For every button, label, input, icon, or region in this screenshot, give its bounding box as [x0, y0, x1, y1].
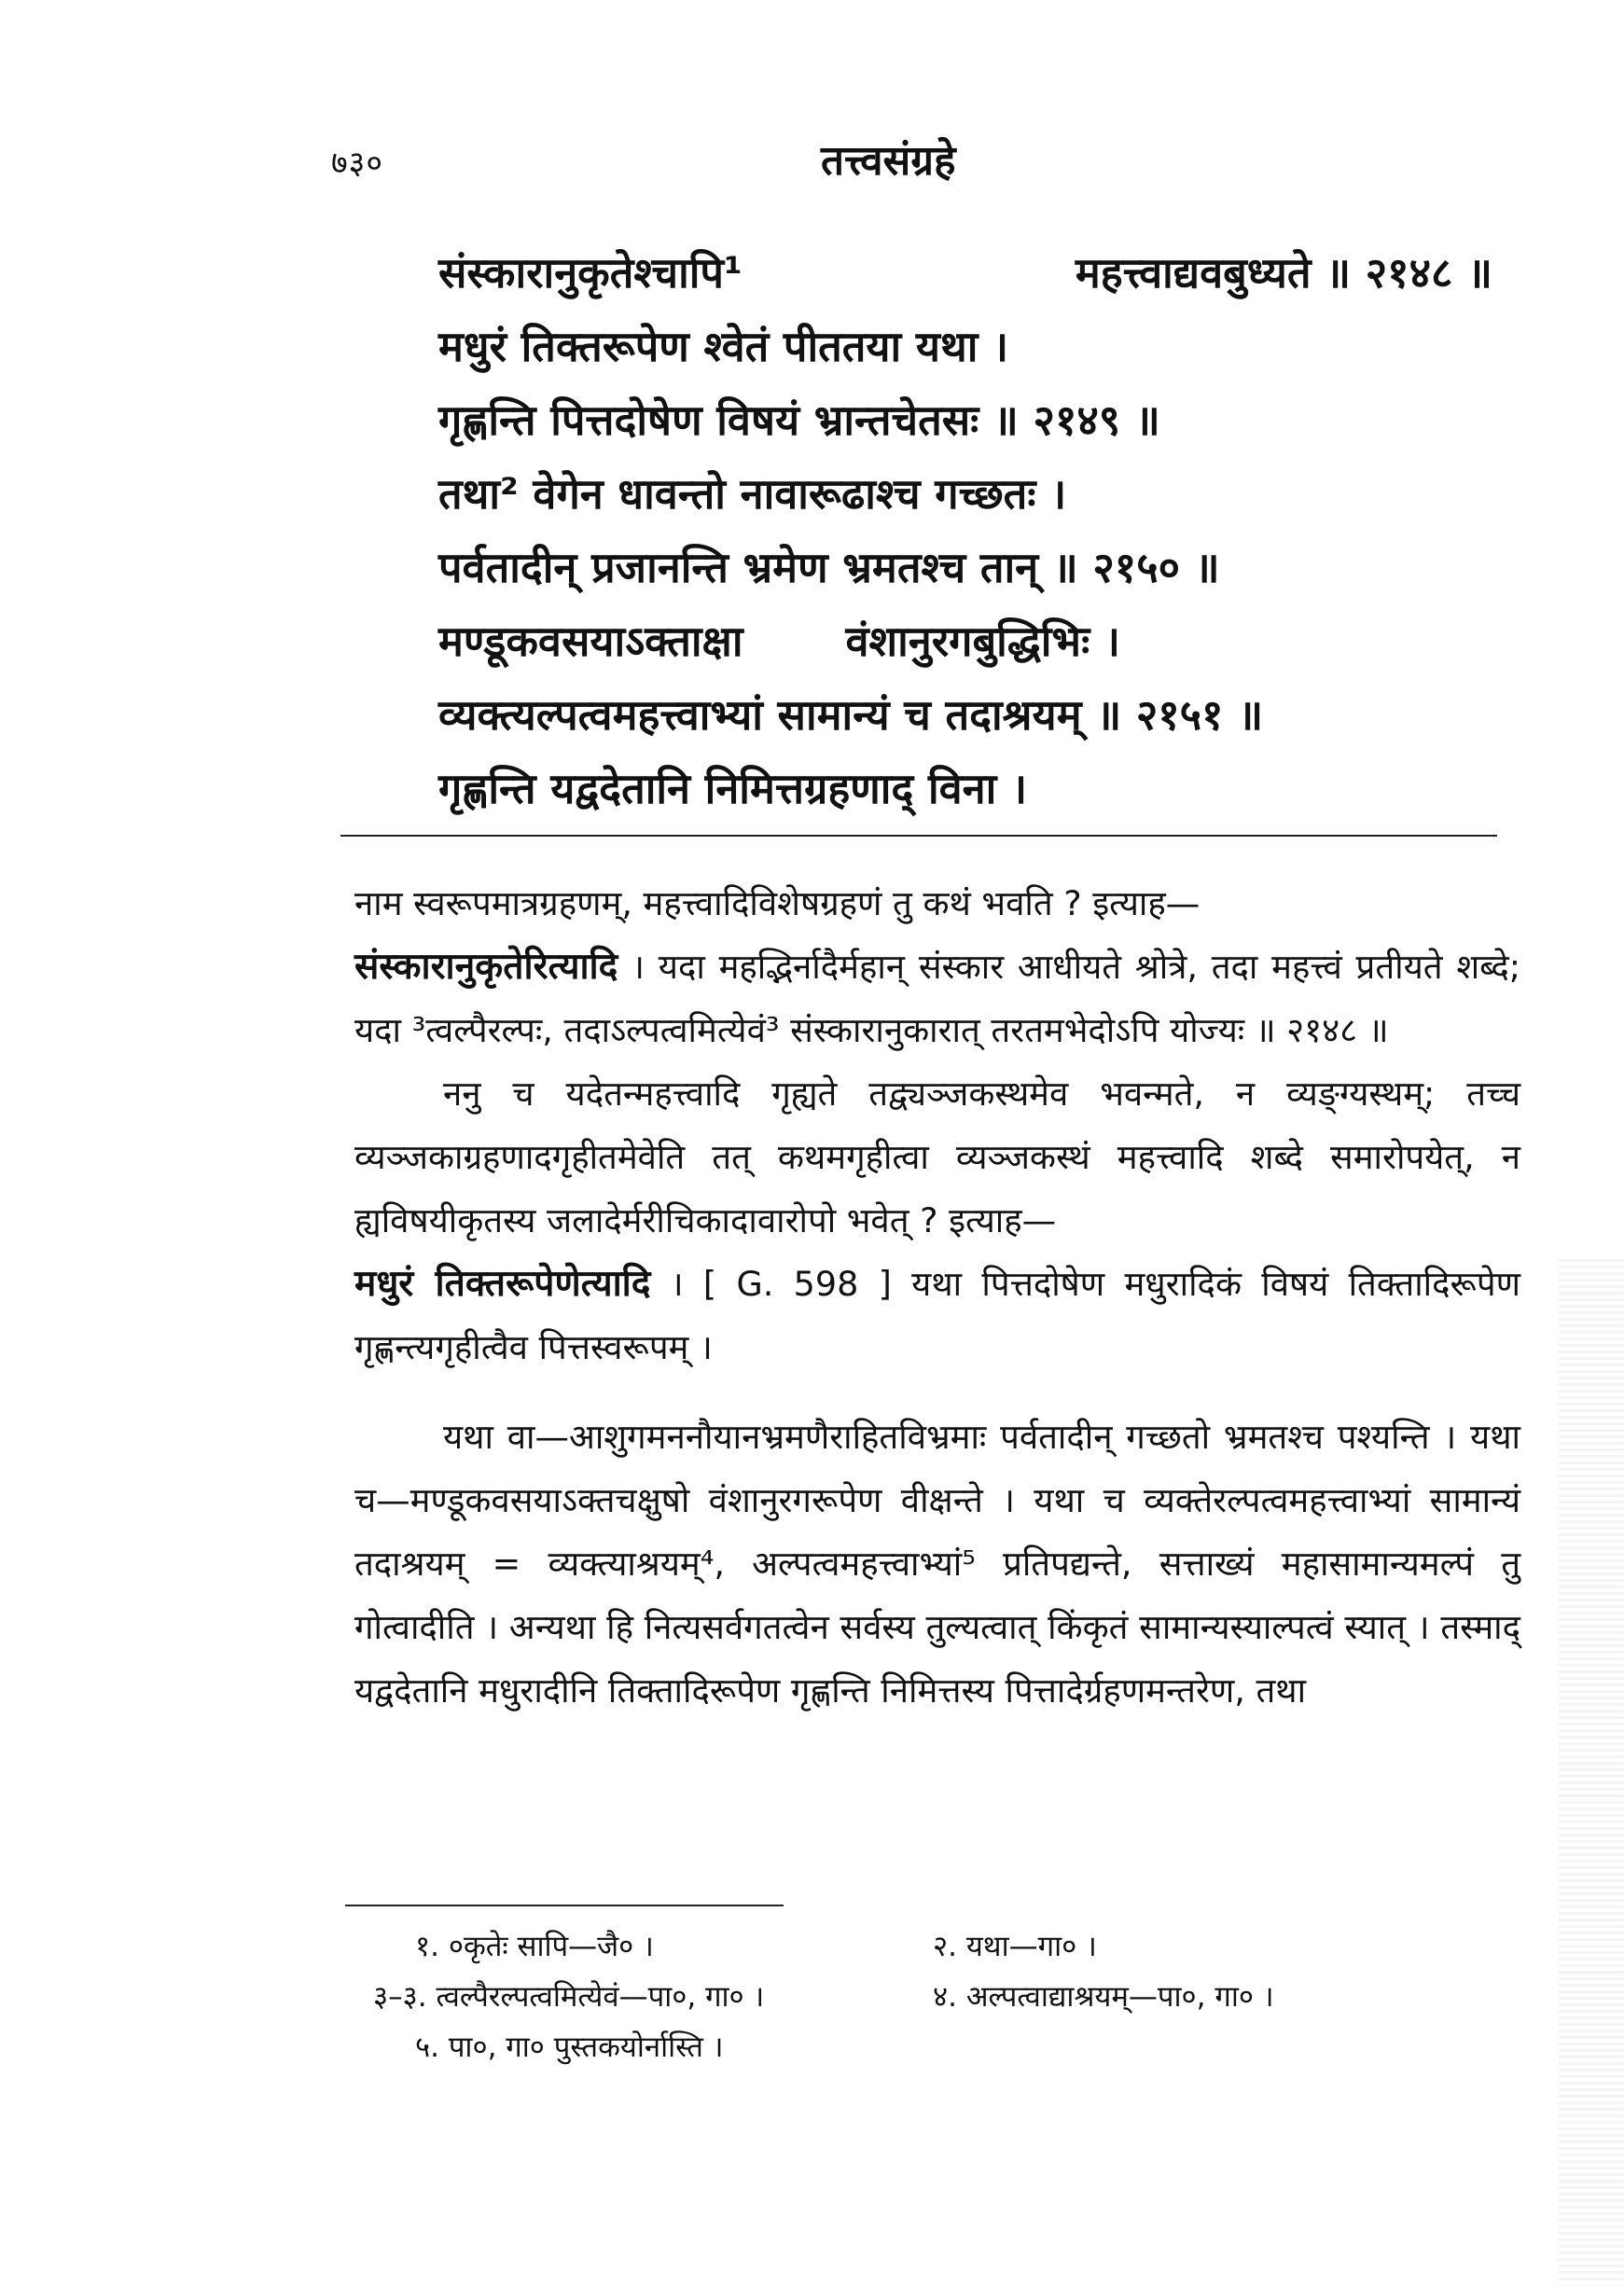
- verse-text: पर्वतादीन् प्रजानन्ति भ्रमेण भ्रमतश्च तान् ॥ २१५० ॥: [438, 543, 1220, 592]
- verse-text: महत्त्वाद्यवबुध्यते ॥ २१४८ ॥: [1075, 248, 1492, 298]
- page-edge-shadow: [1559, 1259, 1624, 2285]
- footnote: ४. अल्पत्वाद्याश्रयम्—पा०, गा० ।: [933, 1980, 1274, 2014]
- verse-line: [438, 603, 1492, 677]
- footnote-row: [373, 1972, 1492, 2022]
- footnote: २. यथा—गा० ।: [933, 1930, 1097, 1963]
- verse-line: [438, 751, 1492, 824]
- commentary-text: ननु च यदेतन्महत्त्वादि गृह्यते तद्व्यञ्जकस्थमेव भवन्मते, न व्यङ्ग्यस्थम्; तच्च व्यञ्जकाग्रहणादगृहीतमेवेति तत् कथमगृहीत्वा व्यञ्जकस्थं महत्त्वादि शब्दे समारोपयेत्, न ह्यविषयीकृतस्य जलादेर्मरीचिकादावारोपो भवेत् ? इत्याह—: [354, 1074, 1520, 1240]
- footnote-row: [373, 2022, 1492, 2072]
- verse-line: [438, 235, 1492, 309]
- commentary-text: यथा वा—आशुगमननौयानभ्रमणैराहितविभ्रमाः पर्वतादीन् गच्छतो भ्रमतश्च पश्यन्ति । यथा च—मण्डूकवसयाऽक्तचक्षुषो वंशानुरगरूपेण वीक्षन्ते । यथा च व्यक्तेरल्पत्वमहत्त्वाभ्यां सामान्यं तदाश्रयम् = व्यक्त्याश्रयम्⁴, अल्पत्वमहत्त्वाभ्यां⁵ प्रतिपद्यन्ते, सत्ताख्यं महासामान्यमल्पं तु गोत्वादीति । अन्यथा हि नित्यसर्वगतत्वेन सर्वस्य तुल्यत्वात् किंकृतं सामान्यस्याल्पत्वं स्यात् । तस्माद् यद्वदेतानि मधुरादीनि तिक्तादिरूपेण गृह्णन्ति निमित्तस्य पित्तादेर्ग्रहणमन्तरेण, तथा: [354, 1417, 1520, 1711]
- commentary-paragraph: [354, 872, 1520, 1062]
- page-number: ७३०: [331, 145, 384, 182]
- verse-line: [438, 456, 1492, 530]
- footnote: ५. पा०, गा० पुस्तकयोर्नास्ति ।: [415, 2030, 724, 2064]
- footnote: १. ०कृतेः सापि—जै० ।: [415, 1930, 654, 1963]
- footnote-row: [373, 1921, 1492, 1972]
- commentary-text: । [ G. 598 ] यथा पित्तदोषेण मधुरादिकं विषयं तिक्तादिरूपेण गृह्णन्त्यगृहीत्वैव पित्तस्वरूपम् ।: [354, 1264, 1520, 1367]
- verse-line: [438, 677, 1492, 751]
- commentary-paragraph: [354, 1406, 1520, 1723]
- pratika-heading: संस्कारानुकृतेरित्यादि: [354, 946, 618, 988]
- running-title: तत्त्वसंग्रहे: [821, 137, 956, 185]
- verse-line: [438, 382, 1492, 456]
- verse-text: मधुरं तिक्तरूपेण श्वेतं पीततया यथा ।: [438, 322, 1009, 371]
- verse-text: तथा² वेगेन धावन्तो नावारूढाश्च गच्छतः ।: [438, 469, 1067, 519]
- commentary-text: नाम स्वरूपमात्रग्रहणम्, महत्त्वादिविशेषग्रहणं तु कथं भवति ? इत्याह—: [354, 883, 1201, 923]
- verse-text: गृह्णन्ति पित्तदोषेण विषयं भ्रान्तचेतसः ॥ २१४९ ॥: [438, 395, 1160, 445]
- commentary-text: । यदा महद्भिर्नादैर्महान् संस्कार आधीयते श्रोत्रे, तदा महत्त्वं प्रतीयते शब्दे; यदा ³त्वल्पैरल्पः, तदाऽल्पत्वमित्येवं³ संस्कारानुकारात् तरतमभेदोऽपि योज्यः ॥ २१४८ ॥: [354, 947, 1520, 1050]
- pratika-heading: मधुरं तिक्तरूपेणेत्यादि: [354, 1263, 651, 1305]
- verse-line: [438, 309, 1492, 382]
- verse-text: व्यक्त्यल्पत्वमहत्त्वाभ्यां सामान्यं च तदाश्रयम् ॥ २१५१ ॥: [438, 690, 1264, 740]
- verse-line: [438, 530, 1492, 603]
- verse-block: [438, 235, 1492, 824]
- verse-text: संस्कारानुकृतेश्चापि¹: [438, 248, 743, 298]
- footnote-divider: [345, 1905, 784, 1906]
- verse-commentary-divider: [340, 835, 1497, 837]
- verse-text: वंशानुरगबुद्धिभिः ।: [845, 617, 1120, 666]
- footnotes: [373, 1921, 1492, 2072]
- footnote: ३–३. त्वल्पैरल्पत्वमित्येवं—पा०, गा० ।: [373, 1980, 765, 2014]
- verse-text: गृह्णन्ति यद्वदेतानि निमित्तग्रहणाद् विना ।: [438, 764, 1028, 813]
- commentary-paragraph: [354, 1062, 1520, 1379]
- commentary: [354, 872, 1520, 1723]
- verse-text: मण्डूकवसयाऽक्ताक्षा: [438, 617, 743, 666]
